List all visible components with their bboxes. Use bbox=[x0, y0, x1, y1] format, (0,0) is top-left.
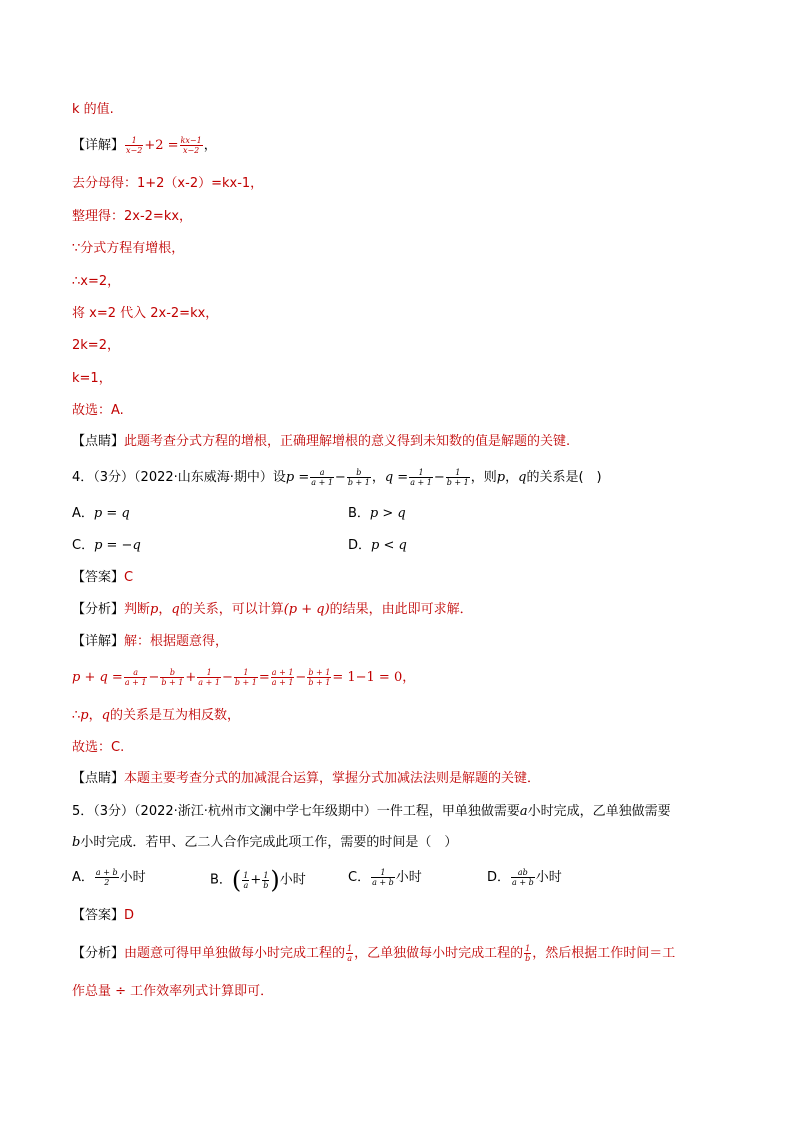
solution-line: 2k=2， bbox=[72, 338, 120, 353]
answer-tag: 【答案】 bbox=[72, 908, 125, 923]
solution-line: k 的值. bbox=[72, 102, 114, 117]
question-5: 5．（3分）（2022·浙江·杭州市文澜中学七年级期中）一件工程，甲单独做需要a小时完成，乙单独做需要 bbox=[72, 804, 671, 819]
option-a: A．p = q bbox=[72, 506, 130, 521]
option-d: D．p < q bbox=[348, 538, 407, 553]
choice-line: 故选：C. bbox=[72, 740, 125, 755]
analysis-line: 【分析】由题意可得甲单独做每小时完成工程的 $\frac{1}{a}$ ，乙单独做每小时完成工程的 $\frac{1}{b}$ ，然后根据工作时间＝工 bbox=[72, 944, 676, 963]
analysis-line-cont: 作总量 ÷ 工作效率列式计算即可． bbox=[72, 984, 274, 999]
solution-line: k=1， bbox=[72, 371, 112, 386]
analysis-tag: 【分析】 bbox=[72, 946, 125, 961]
solution-line: 整理得：2x-2=kx， bbox=[72, 209, 193, 224]
equation: $\frac{1}{x-2}$ +2 = $\frac{kx-1}{x-2}$ bbox=[126, 136, 202, 155]
answer-line: 【答案】C bbox=[72, 570, 134, 585]
answer-line: 【答案】D bbox=[72, 908, 135, 923]
analysis-line: 【分析】判断p，q的关系，可以计算(p + q)的结果，由此即可求解． bbox=[72, 602, 473, 617]
option-a: A． $\frac{a + b}{2}$ 小时 bbox=[72, 868, 146, 887]
conclusion-line: ∴p，q的关系是互为相反数， bbox=[72, 708, 240, 723]
detail-line: 【详解】解：根据题意得， bbox=[72, 634, 229, 649]
choice-line: 故选：A. bbox=[72, 403, 124, 418]
detail-line: 【详解】 $\frac{1}{x-2}$ +2 = $\frac{kx-1}{x-2}$ ， bbox=[72, 136, 217, 155]
solution-line: ∵分式方程有增根， bbox=[72, 241, 185, 256]
calculation-line: p + q = $\frac{a}{a + 1}$ − $\frac{b}{b + 1}$ + $\frac{1}{a + 1}$ − $\frac{1}{b + 1}$ = $\frac{a + 1}{a + 1}$ − $\frac{b + 1}{b + 1}$ = 1−1 = 0， bbox=[72, 668, 416, 687]
option-b: B．( $\frac{1}{a}$ + $\frac{1}{b}$ )小时 bbox=[210, 866, 306, 894]
question-4: 4．（3分）（2022·山东威海·期中）设p = $\frac{a}{a + 1}$ − $\frac{b}{b + 1}$ ，q = $\frac{1}{a + 1}$ − $\frac{1}{b + 1}$ ，则p，q的关系是( ) bbox=[72, 468, 602, 487]
question-5-cont: b小时完成．若甲、乙二人合作完成此项工作，需要的时间是（ ） bbox=[72, 835, 458, 850]
option-b: B．p > q bbox=[348, 506, 406, 521]
note-line: 【点睛】此题考查分式方程的增根，正确理解增根的意义得到未知数的值是解题的关键. bbox=[72, 434, 571, 449]
detail-tag: 【详解】 bbox=[72, 138, 125, 153]
note-tag: 【点睛】 bbox=[72, 434, 125, 449]
solution-line: 将 x=2 代入 2x-2=kx， bbox=[72, 306, 219, 321]
option-d: D． $\frac{ab}{a + b}$ 小时 bbox=[487, 868, 562, 887]
detail-tag: 【详解】 bbox=[72, 634, 125, 649]
analysis-tag: 【分析】 bbox=[72, 602, 125, 617]
note-tag: 【点睛】 bbox=[72, 771, 125, 786]
solution-line: ∴x=2， bbox=[72, 274, 121, 289]
note-line: 【点睛】本题主要考查分式的加减混合运算，掌握分式加减法法则是解题的关键． bbox=[72, 771, 541, 786]
option-c: C． $\frac{1}{a + b}$ 小时 bbox=[348, 868, 422, 887]
option-c: C．p = −q bbox=[72, 538, 141, 553]
solution-line: 去分母得：1+2（x-2）=kx-1， bbox=[72, 176, 264, 191]
answer-tag: 【答案】 bbox=[72, 570, 125, 585]
